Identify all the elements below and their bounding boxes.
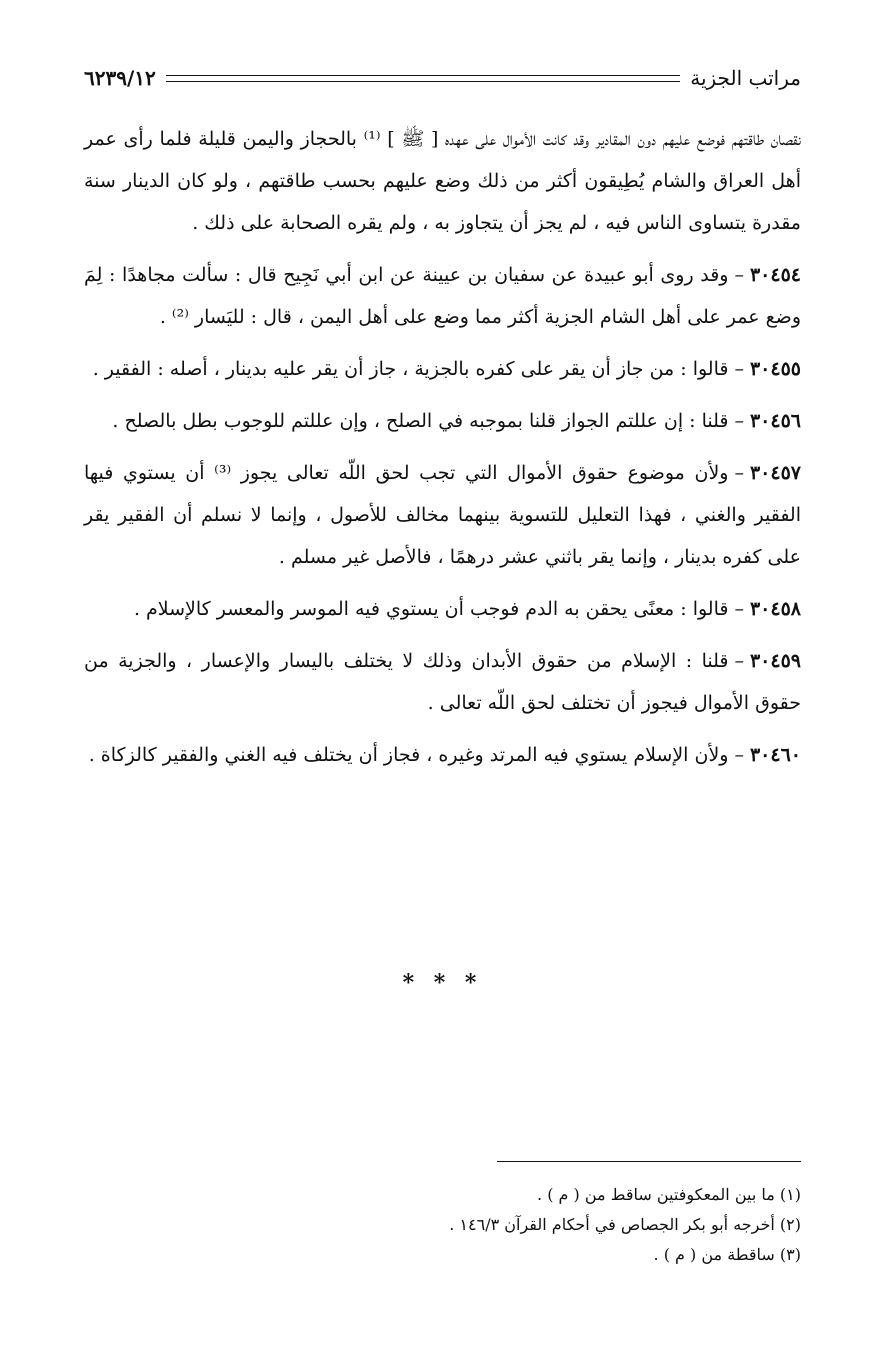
paragraph-30456	[84, 400, 801, 442]
dash: –	[734, 358, 744, 380]
main-text	[84, 118, 801, 786]
paragraph-30459	[84, 640, 801, 724]
dash: –	[734, 264, 744, 286]
paragraph-30455	[84, 348, 801, 390]
paragraph-text: قالوا : من جاز أن يقر على كفره بالجزية ، جاز أن يقر عليه بدينار ، أصله : الفقير .	[92, 358, 729, 380]
paragraph-text: قالوا : معنًى يحقن به الدم فوجب أن يستوي فيه الموسر والمعسر كالإسلام .	[133, 598, 729, 620]
paragraph-number: ٣٠٤٥٤	[749, 264, 801, 286]
paragraph-30454	[84, 254, 801, 338]
dash: –	[734, 410, 744, 432]
paragraph-number: ٣٠٤٦٠	[749, 744, 801, 766]
paragraph-30457	[84, 452, 801, 578]
footnote-2: (٢) أخرجه أبو بكر الجصاص في أحكام القرآن ١٤٦/٣ .	[449, 1215, 801, 1234]
footnote-rule	[497, 1161, 801, 1162]
paragraph-number: ٣٠٤٥٩	[749, 650, 801, 672]
footnote-1: (١) ما بين المعكوفتين ساقط من ( م ) .	[537, 1185, 801, 1204]
paragraph-text: وقد روى أبو عبيدة عن سفيان بن عيينة عن ابن أبي نَجِيح قال : سألت مجاهدًا : لِمَ وضع عمر على أهل الشام الجزية أكثر مما وضع على أهل اليمن ، قال : لليَسار ⁽²⁾ .	[84, 264, 801, 328]
chapter-title: مراتب الجزية	[690, 66, 801, 90]
footnote-3: (٣) ساقطة من ( م ) .	[653, 1245, 801, 1264]
dash: –	[734, 598, 744, 620]
paragraph-text: قلنا : إن عللتم الجواز قلنا بموجبه في الصلح ، وإن عللتم للوجوب بطل بالصلح .	[112, 410, 729, 432]
dash: –	[734, 650, 744, 672]
paragraph-number: ٣٠٤٥٧	[749, 462, 801, 484]
section-separator: * * *	[402, 970, 483, 996]
dash: –	[734, 462, 744, 484]
paragraph-text: نقصان طاقتهم فوضع عليهم دون المقادير وقد كانت الأموال على عهده [ ﷺ ] ⁽¹⁾ بالحجاز واليمن قليلة فلما رأى عمر أهل العراق والشام يُطِيقون أكثر من ذلك وضع عليهم بحسب طاقتهم ، ولو كان الدينار سنة مقدرة يتساوى الناس فيه ، لم يجز أن يتجاوز به ، ولم يقره الصحابة على ذلك .	[84, 128, 802, 234]
running-header	[84, 60, 801, 96]
dash: –	[734, 744, 744, 766]
footnotes	[84, 1180, 801, 1270]
page-number: ٦٢٣٩/١٢	[84, 66, 156, 90]
paragraph-number: ٣٠٤٥٦	[749, 410, 801, 432]
paragraph-text: ولأن الإسلام يستوي فيه المرتد وغيره ، فجاز أن يختلف فيه الغني والفقير كالزكاة .	[88, 744, 729, 766]
paragraph-30458	[84, 588, 801, 630]
paragraph-text: ولأن موضوع حقوق الأموال التي تجب لحق اللّه تعالى يجوز ⁽³⁾ أن يستوي فيها الفقير والغني ، فهذا التعليل للتسوية بينهما مخالف للأصول ، وإنما لا نسلم أن الفقير يقر على كفره بدينار ، وإنما يقر باثني عشر درهمًا ، فالأصل غير مسلم .	[84, 462, 801, 568]
paragraph-continuation	[84, 118, 801, 244]
paragraph-number: ٣٠٤٥٨	[749, 598, 801, 620]
paragraph-number: ٣٠٤٥٥	[749, 358, 801, 380]
paragraph-text: قلنا : الإسلام من حقوق الأبدان وذلك لا يختلف باليسار والإعسار ، والجزية من حقوق الأموال فيجوز أن تختلف لحق اللّه تعالى .	[84, 650, 801, 714]
paragraph-30460	[84, 734, 801, 776]
header-rule	[166, 75, 680, 82]
